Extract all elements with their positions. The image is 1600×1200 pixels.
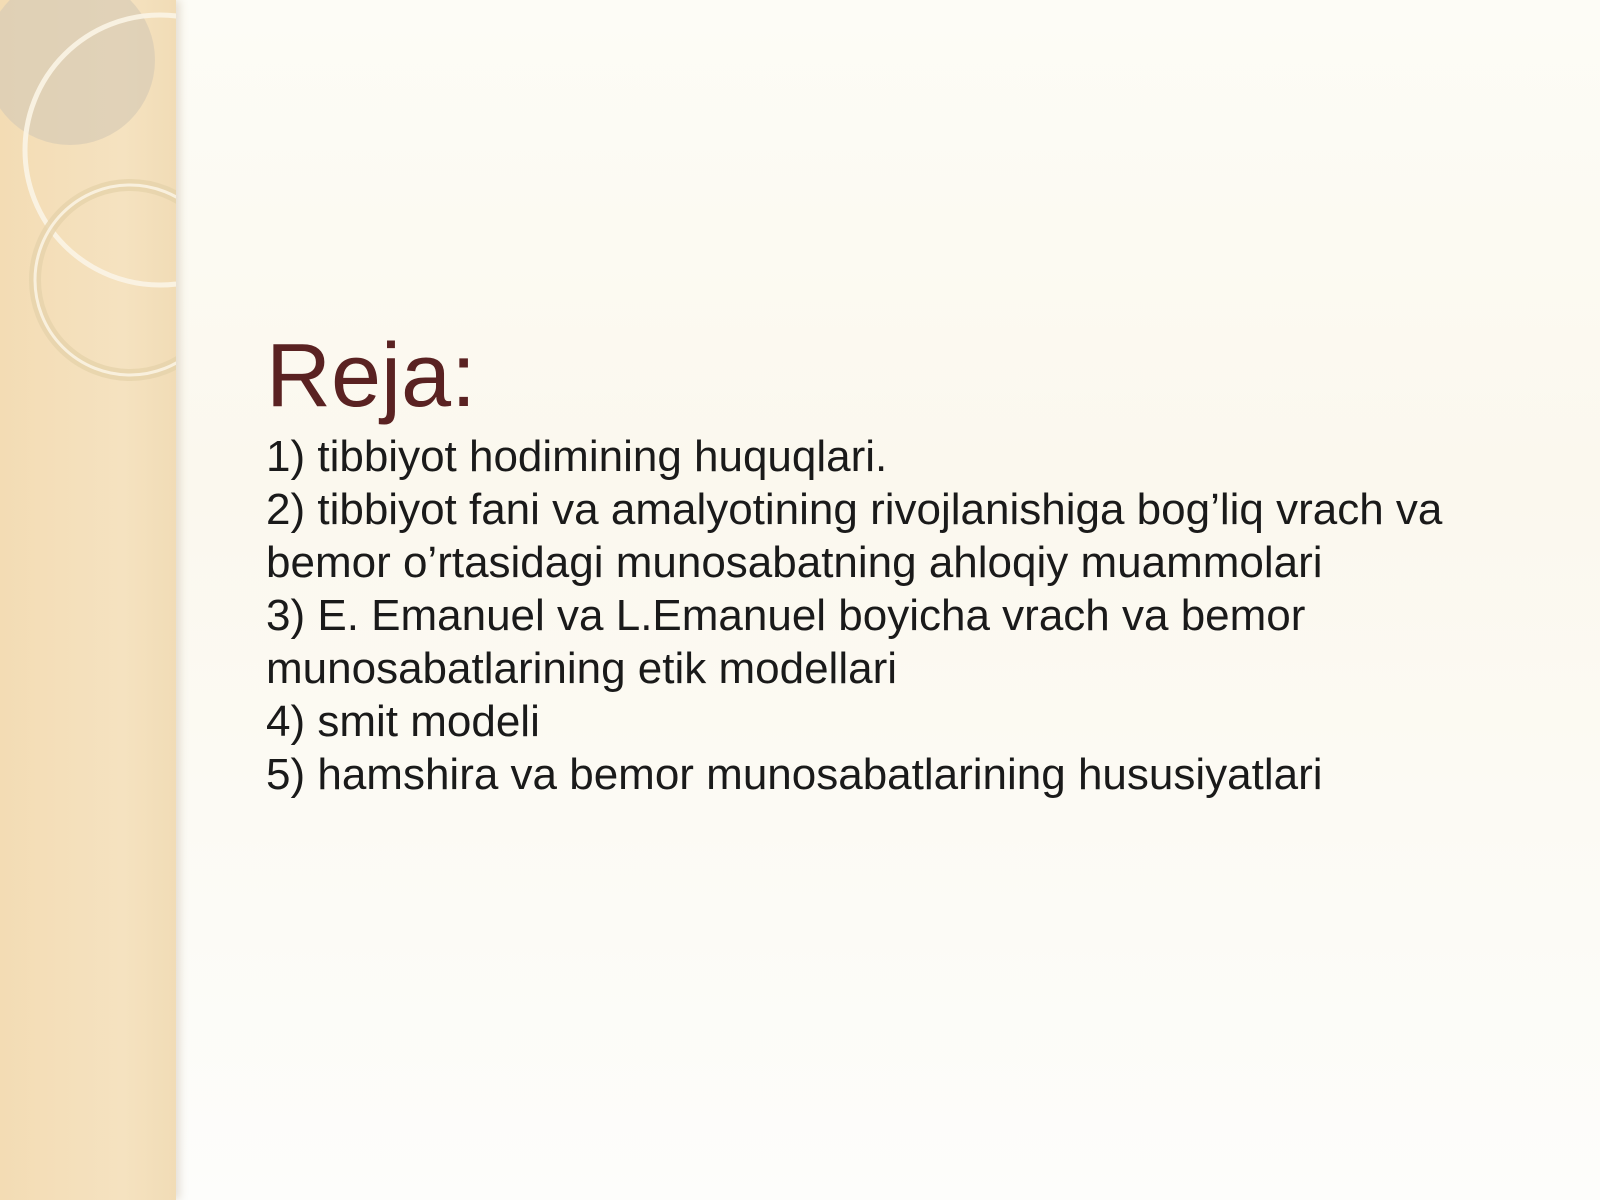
plan-item-3: 3) E. Emanuel va L.Emanuel boyicha vrach va bemor munosabatlarining etik modellari [266, 591, 1306, 693]
plan-list [266, 430, 1576, 801]
slide-content [266, 328, 1576, 801]
plan-item-5: 5) hamshira va bemor munosabatlarining hususiyatlari [266, 750, 1323, 799]
plan-item-2: 2) tibbiyot fani va amalyotining rivojlanishiga bog’liq vrach va bemor o’rtasidagi munosabatning ahloqiy muammolari [266, 485, 1443, 587]
plan-item-1: 1) tibbiyot hodimining huquqlari. [266, 432, 888, 481]
decorative-circles [0, 0, 176, 1200]
plan-item-4: 4) smit modeli [266, 697, 540, 746]
slide-title: Reja: [266, 326, 477, 426]
decorative-side-band [0, 0, 176, 1200]
